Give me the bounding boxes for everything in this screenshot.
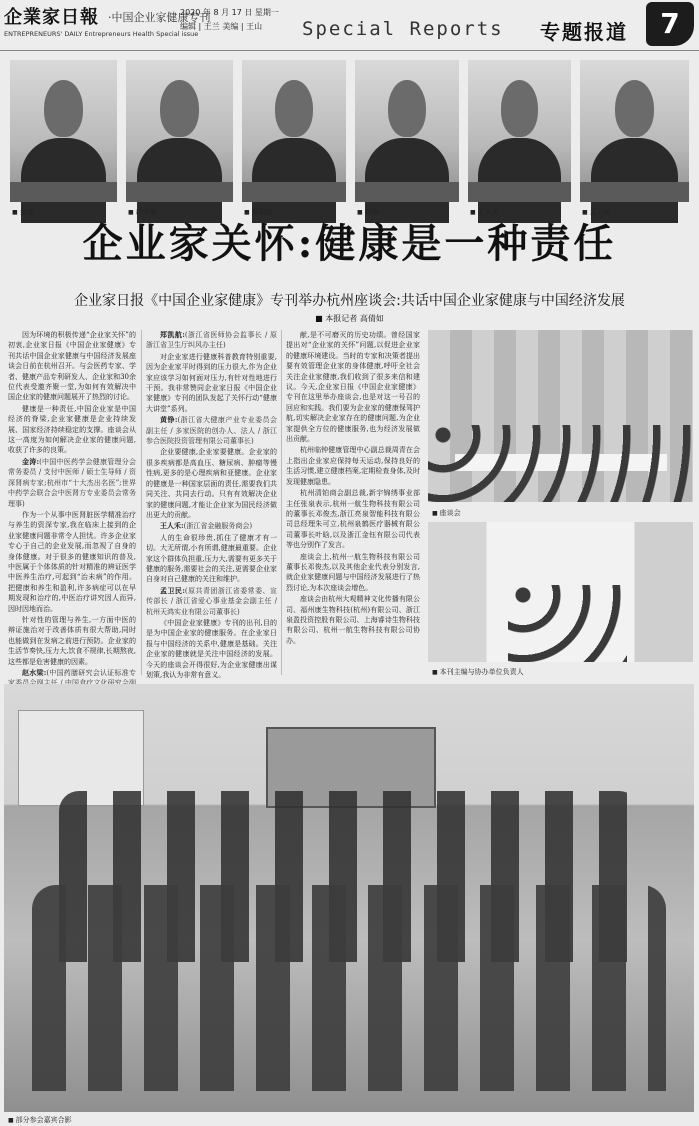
- article-paragraph: 《中国企业家健康》专刊的出刊,目的是为中国企业家的健康服务。在企业家日报与中国经济的关系中,健康是基础。关注企业家的健康就是关注中国经济的发展。今天的座谈会开得很好,为企业家健康出谋划策,我认为非常有意义。: [146, 618, 277, 679]
- organizers-photo: [428, 522, 693, 662]
- meeting-photo-caption: ■ 座谈会: [432, 508, 461, 518]
- article-paragraph: 健康是一种责任,中国企业家是中国经济的脊梁,企业家健康是企业持续发展、国家经济持续稳定的支撑。座谈会从这一高度为如何解决企业家的健康问题,收获了许多的良策。: [8, 404, 136, 455]
- speaker-title: (浙江省金融服务商会): [183, 522, 253, 531]
- speaker-title: (中国中医药学会健康管理分会常务委员 / 支付中医师 / 硕士生导师 / 资深肾病专家;杭州市“十大杰出名医”;世界中药学会联合会中医肾方专业委员会常务理事): [8, 457, 136, 508]
- article-paragraph: 座谈会上,杭州一航生物科技有限公司董事长邓俊杰,以及其他企业代表分别发言,就企业家健康问题与中国经济发展进行了热烈讨论,为本次座谈会增色。: [286, 552, 420, 592]
- speaker-name: 王人禾:: [160, 521, 184, 531]
- organizers-photo-caption: ■ 本刊主编与协办单位负责人: [432, 667, 524, 677]
- article-column-2: [146, 330, 277, 679]
- section-title-english: Special Reports: [302, 18, 504, 40]
- speaker-title: (浙江省大健康产业专业委员会副主任 / 多家医院的创办人、法人 / 浙江参合医院投资管理有限公司董事长): [146, 416, 277, 446]
- article-subheadline: 企业家日报《中国企业家健康》专刊举办杭州座谈会:共话中国企业家健康与中国经济发展: [74, 293, 625, 309]
- portrait-photo: [580, 60, 689, 202]
- newspaper-brand: 企業家日報: [4, 7, 99, 28]
- article-paragraph: 作为一个从事中医肾脏医学精准治疗与养生的资深专家,我在临床上接到的企业家健康问题非常令人担忧。许多企业家专心于自己的企业发展,而忽视了自身的身体健康。对于很多的健康知识的普及,中医属于个体体质的针对精准的辨证医学中医养生治疗,可起到“治未病”的作用。把健康和养生和盈利,许多病症可以在早期发现和治疗的,中医治疗讲究因人而异,因时因地而治。: [8, 510, 136, 613]
- portrait-caption: ■ 赵水梁: [128, 207, 157, 217]
- portrait-photo: [468, 60, 571, 202]
- speaker-intro: [146, 586, 277, 617]
- column-divider: [141, 330, 142, 675]
- article-paragraph: 献,是不可磨灭的历史功绩。曾经国家提出对“企业家的关怀”问题,以促进企业家的健康环境建设。当时的专家和决策者提出要有效管理企业家的身体健康,呼吁全社会关注企业家健康,我们收到了很多来信和建议。今天,企业家日报《中国企业家健康》专刊在这里举办座谈会,也是对这一号召的回应和实践。我们要为企业家的健康保驾护航,切实解决企业家存在的健康问题,为企业家提供全方位的健康服务,也为经济发展做出贡献。: [286, 331, 420, 444]
- speaker-intro: [146, 330, 277, 351]
- article-paragraph: 企业要健康,企业家要健康。企业家的很多疾病都是高血压、糖尿病、肿瘤等慢性病,更多的是心理疾病和亚健康。企业家的健康是一种国家层面的责任,需要我们共同关注、共同去行动。只有有效解决企业家的健康问题,才能让企业家为国民经济做出更大的贡献。: [146, 448, 277, 519]
- portrait-caption: ■ 孟卫民: [582, 207, 611, 217]
- speaker-intro: [146, 521, 277, 531]
- group-photo-caption: ■ 部分参会嘉宾合影: [8, 1115, 72, 1125]
- portrait-caption: ■ 黄铮: [357, 207, 379, 217]
- speaker-title: (原共青团浙江省委常委、宣传部长 / 浙江省爱心事业基金会副主任 / 杭州天鸿实业有限公司董事长): [146, 586, 277, 616]
- special-issue-name: ·中国企业家健康专刊: [108, 11, 211, 24]
- speaker-name: 金涛:: [22, 456, 40, 466]
- article-paragraph: 对企业家进行健康科普教育特别重要,因为企业家平时得到的压力很大,作为企业家应该学习如何面对压力,有针对性地进行干预。我非常赞同企业家日报《中国企业家健康》专刊的团队发起了关怀行动“健康大讲堂”系列。: [146, 352, 277, 413]
- column-divider: [281, 330, 282, 675]
- speaker-title: (中国药膳研究会认证标准专: [46, 669, 136, 677]
- group-photo: [4, 684, 694, 1112]
- article-byline: ■ 本报记者 高倩如: [0, 313, 699, 324]
- article-paragraph: 人的生命很珍贵,抓住了健康才有一切。大无所谓,小有所谓,健康最重要。企业家这个群体负担重,压力大,需要有更多关于健康的服务,需要社会的关注,更需要企业家自身对自己健康的关注和维护。: [146, 533, 277, 584]
- issue-date: 2020 年 8 月 17 日 星期一: [180, 8, 279, 17]
- speaker-name: 郑凯航:: [160, 330, 185, 339]
- article-column-3: [286, 330, 420, 675]
- portrait-photo: [10, 60, 117, 202]
- speaker-intro: [8, 457, 136, 509]
- section-title-chinese: 专题报道: [540, 20, 628, 44]
- speaker-name: 赵水梁:: [22, 668, 47, 677]
- speaker-name: 孟卫民:: [160, 585, 185, 595]
- portrait-caption: ■ 郑凯航: [244, 207, 273, 217]
- portrait-photo: [355, 60, 459, 202]
- speaker-intro: [146, 415, 277, 446]
- article-paragraph: 因为环境的积极传递“企业家关怀”的初衷,企业家日报《中国企业家健康》专刊共话中国企业家健康与中国经济发展座谈会日前在杭州召开。与会医药专家、学者、健康产品专利研发人、企业家和30余位代表受邀齐聚一堂,为如何有效解决中国企业家的健康问题展开了热烈的讨论。: [8, 331, 136, 402]
- speaker-title: (浙江省医师协会监事长 / 原浙江省卫生厅纠风办主任): [146, 331, 277, 350]
- masthead: [0, 0, 699, 51]
- portrait-photo: [242, 60, 346, 202]
- article-paragraph: 杭州清铂商会副总裁,新宇锦绣事业部主任张泉表示,杭州一航生物科技有限公司的董事长邓俊杰,浙江亮泉智能科技有限公司总经理朱可立,杭州泉鹤医疗器械有限公司董事长叶晗,以及浙江金钰有限公司代表等也分别作了发言。: [286, 489, 420, 550]
- article-paragraph: 座谈会由杭州大观精神文化传播有限公司、福州康生物科技(杭州)有限公司、浙江泉盈投资控股有限公司、上海睿诗生物科技有限公司、杭州一航生物科技有限公司协办。: [286, 595, 420, 645]
- article-paragraph: 针对性的管理与养生,一方面中医的辩证施治对于改善体质有很大帮助,同时也能做到在发病之前进行预防。企业家的生活节奏快,压力大,饮食不规律,长期熬夜,这些都是危害健康的因素。: [8, 615, 136, 666]
- portrait-caption: ■ 金涛: [12, 207, 34, 217]
- article-paragraph: 杭州临钟健康管理中心副总裁周青在会上指出企业家应保持每天运动,保持良好的生活习惯,建立健康档案,定期检查身体,及时发现健康隐患。: [286, 446, 420, 486]
- editor-credits: 编辑 | 王兰 美编 | 王山: [180, 22, 263, 31]
- portrait-photo: [126, 60, 233, 202]
- article-headline: 企业家关怀:健康是一种责任: [82, 220, 617, 267]
- page-number: 7: [646, 2, 694, 46]
- speaker-name: 黄铮:: [160, 415, 178, 425]
- meeting-photo: [428, 330, 693, 502]
- brand-english: ENTREPRENEURS' DAILY Entrepreneurs Health Special issue: [4, 30, 199, 38]
- article-column-1: [8, 330, 136, 675]
- portrait-caption: ■ 王人禾: [470, 207, 499, 217]
